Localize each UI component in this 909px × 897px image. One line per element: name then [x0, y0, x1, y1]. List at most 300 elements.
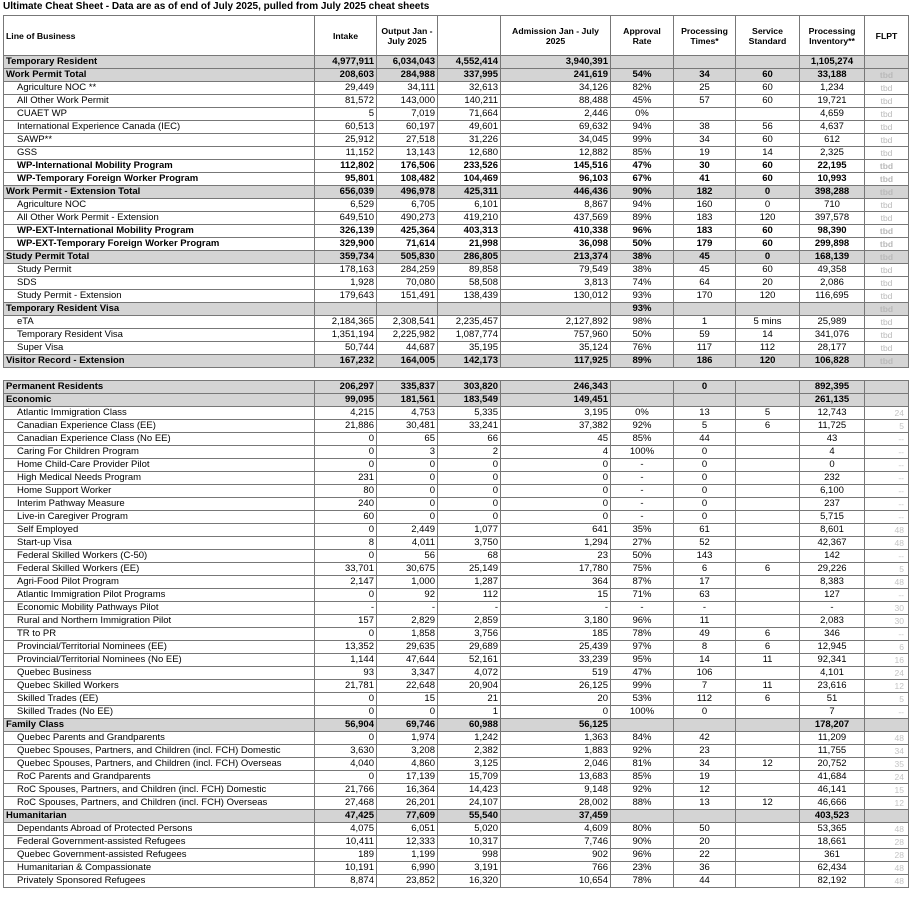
cell-service-standard: 11	[736, 654, 800, 667]
cell-line-of-business: Temporary Resident	[4, 56, 315, 69]
cell-service-standard	[736, 849, 800, 862]
cell-admission: 36,098	[501, 238, 611, 251]
cell-service-standard: 5 mins	[736, 316, 800, 329]
cell-flpt: --	[865, 628, 909, 641]
cell-admission: 0	[501, 498, 611, 511]
cell-approval-rate: 95%	[611, 654, 674, 667]
cell-approval-rate: 76%	[611, 342, 674, 355]
cell-processing-times	[674, 108, 736, 121]
cell-flpt: 15	[865, 784, 909, 797]
cell-intake: 25,912	[315, 134, 377, 147]
cell-flpt: tbd	[865, 108, 909, 121]
cell-output-a: 56	[377, 550, 438, 563]
cell-intake: 1,928	[315, 277, 377, 290]
cell-service-standard	[736, 511, 800, 524]
cell-admission: 4	[501, 446, 611, 459]
cell-flpt: 48	[865, 732, 909, 745]
cell-output-b: 1,242	[438, 732, 501, 745]
cell-approval-rate: 78%	[611, 628, 674, 641]
cell-line-of-business: Economic	[4, 394, 315, 407]
cell-processing-times: 34	[674, 758, 736, 771]
cell-admission: 1,363	[501, 732, 611, 745]
cell-admission: 4,609	[501, 823, 611, 836]
cell-approval-rate: -	[611, 485, 674, 498]
cell-flpt: tbd	[865, 238, 909, 251]
cell-intake: 206,297	[315, 381, 377, 394]
table-row	[4, 758, 909, 771]
header-row	[4, 16, 909, 56]
cell-service-standard: 120	[736, 290, 800, 303]
cell-output-b: 1,077	[438, 524, 501, 537]
cell-approval-rate: 94%	[611, 121, 674, 134]
cell-line-of-business: Study Permit - Extension	[4, 290, 315, 303]
cell-flpt: tbd	[865, 329, 909, 342]
header-intake: Intake	[315, 16, 377, 56]
cell-output-b: 3,756	[438, 628, 501, 641]
cell-processing-times: 25	[674, 82, 736, 95]
cell-processing-times: 19	[674, 147, 736, 160]
cell-processing-times: 5	[674, 420, 736, 433]
cell-intake: 56,904	[315, 719, 377, 732]
cell-output-b: 2,382	[438, 745, 501, 758]
cell-service-standard: 6	[736, 641, 800, 654]
cell-flpt: 35	[865, 758, 909, 771]
cell-processing-inventory: 12,743	[800, 407, 865, 420]
cell-approval-rate: -	[611, 459, 674, 472]
cell-intake: 50,744	[315, 342, 377, 355]
cell-approval-rate: 50%	[611, 238, 674, 251]
table-row	[4, 485, 909, 498]
cell-processing-times: 186	[674, 355, 736, 368]
cell-admission: 26,125	[501, 680, 611, 693]
cell-line-of-business: RoC Spouses, Partners, and Children (incl. FCH) Domestic	[4, 784, 315, 797]
table-row	[4, 849, 909, 862]
cell-approval-rate: 88%	[611, 797, 674, 810]
cell-line-of-business: Self Employed	[4, 524, 315, 537]
cell-processing-times: 0	[674, 511, 736, 524]
cell-approval-rate	[611, 56, 674, 69]
table-row	[4, 615, 909, 628]
cell-approval-rate: 54%	[611, 69, 674, 82]
cell-output-b: 138,439	[438, 290, 501, 303]
cell-intake: 4,040	[315, 758, 377, 771]
cell-output-a: 7,019	[377, 108, 438, 121]
cell-processing-inventory: 42,367	[800, 537, 865, 550]
cell-output-a: 4,011	[377, 537, 438, 550]
cell-processing-times: 64	[674, 277, 736, 290]
cell-admission: 3,813	[501, 277, 611, 290]
cell-processing-times: 22	[674, 849, 736, 862]
table-row	[4, 784, 909, 797]
cell-flpt: 28	[865, 849, 909, 862]
cell-service-standard	[736, 472, 800, 485]
cell-admission: 3,195	[501, 407, 611, 420]
table-row	[4, 823, 909, 836]
cell-intake: 0	[315, 446, 377, 459]
cell-processing-times: 170	[674, 290, 736, 303]
cell-processing-times: 143	[674, 550, 736, 563]
cell-processing-times: 34	[674, 134, 736, 147]
table-row	[4, 537, 909, 550]
cell-processing-times: 34	[674, 69, 736, 82]
cell-processing-inventory: 29,226	[800, 563, 865, 576]
cell-intake: 27,468	[315, 797, 377, 810]
table-row	[4, 407, 909, 420]
cell-output-b: 12,680	[438, 147, 501, 160]
cell-approval-rate: 100%	[611, 446, 674, 459]
cell-output-a: 30,675	[377, 563, 438, 576]
header-output-2	[438, 16, 501, 56]
table-row	[4, 836, 909, 849]
cell-processing-inventory: 4,659	[800, 108, 865, 121]
cell-processing-inventory: 25,989	[800, 316, 865, 329]
cell-processing-inventory: 53,365	[800, 823, 865, 836]
cell-admission: 410,338	[501, 225, 611, 238]
cell-output-a: 69,746	[377, 719, 438, 732]
cell-processing-times: 0	[674, 472, 736, 485]
cell-approval-rate: 96%	[611, 615, 674, 628]
cell-processing-inventory: 2,083	[800, 615, 865, 628]
cell-service-standard	[736, 771, 800, 784]
table-body	[4, 56, 909, 888]
section-row	[4, 394, 909, 407]
cell-admission: 34,045	[501, 134, 611, 147]
cell-approval-rate: 90%	[611, 836, 674, 849]
cell-admission: 88,488	[501, 95, 611, 108]
table-row	[4, 264, 909, 277]
cell-service-standard	[736, 875, 800, 888]
cell-output-a: 108,482	[377, 173, 438, 186]
cheat-sheet-table-container	[3, 15, 904, 897]
cell-service-standard: 0	[736, 199, 800, 212]
cell-approval-rate: 0%	[611, 407, 674, 420]
cell-output-a: 17,139	[377, 771, 438, 784]
cell-output-a: 143,000	[377, 95, 438, 108]
cell-output-a: 23,852	[377, 875, 438, 888]
cell-output-a: 0	[377, 498, 438, 511]
cell-processing-times: 20	[674, 836, 736, 849]
cell-intake: 649,510	[315, 212, 377, 225]
cell-line-of-business: Provincial/Territorial Nominees (No EE)	[4, 654, 315, 667]
cell-approval-rate: 50%	[611, 329, 674, 342]
cell-admission: 1,883	[501, 745, 611, 758]
cell-service-standard	[736, 836, 800, 849]
cell-admission: 0	[501, 472, 611, 485]
cell-processing-times: 6	[674, 563, 736, 576]
cell-intake: 178,163	[315, 264, 377, 277]
cell-intake: 208,603	[315, 69, 377, 82]
table-row	[4, 277, 909, 290]
cell-line-of-business: Canadian Experience Class (EE)	[4, 420, 315, 433]
cell-intake: 0	[315, 693, 377, 706]
cell-flpt: tbd	[865, 316, 909, 329]
cell-processing-inventory: 7	[800, 706, 865, 719]
cell-flpt: --	[865, 589, 909, 602]
cell-line-of-business: Family Class	[4, 719, 315, 732]
cell-line-of-business: Federal Government-assisted Refugees	[4, 836, 315, 849]
cell-output-b: 425,311	[438, 186, 501, 199]
cell-processing-times: 41	[674, 173, 736, 186]
cell-intake: 0	[315, 524, 377, 537]
cell-output-b: 20,904	[438, 680, 501, 693]
cell-admission: 241,619	[501, 69, 611, 82]
cell-service-standard: 60	[736, 82, 800, 95]
cell-output-b: 71,664	[438, 108, 501, 121]
cell-intake: 81,572	[315, 95, 377, 108]
cell-service-standard	[736, 498, 800, 511]
cell-admission: 2,127,892	[501, 316, 611, 329]
cell-admission: 56,125	[501, 719, 611, 732]
cell-processing-times: 19	[674, 771, 736, 784]
cell-processing-inventory: 19,721	[800, 95, 865, 108]
cell-intake: 21,886	[315, 420, 377, 433]
cell-output-b: 1	[438, 706, 501, 719]
cell-processing-inventory: 299,898	[800, 238, 865, 251]
cell-admission: 10,654	[501, 875, 611, 888]
cell-processing-inventory: 361	[800, 849, 865, 862]
table-row	[4, 108, 909, 121]
cell-approval-rate	[611, 719, 674, 732]
cell-processing-times: 183	[674, 212, 736, 225]
cell-service-standard	[736, 537, 800, 550]
cell-intake: 99,095	[315, 394, 377, 407]
table-row	[4, 225, 909, 238]
cell-line-of-business: Quebec Spouses, Partners, and Children (incl. FCH) Overseas	[4, 758, 315, 771]
cell-flpt: tbd	[865, 212, 909, 225]
cell-flpt: tbd	[865, 95, 909, 108]
cell-line-of-business: Super Visa	[4, 342, 315, 355]
cell-admission: 2,446	[501, 108, 611, 121]
cell-admission: 437,569	[501, 212, 611, 225]
cell-output-b: 60,988	[438, 719, 501, 732]
cell-approval-rate: 97%	[611, 641, 674, 654]
cell-flpt: tbd	[865, 251, 909, 264]
cell-processing-times: 52	[674, 537, 736, 550]
page-title: Ultimate Cheat Sheet - Data are as of end of July 2025, pulled from July 2025 cheat sheets	[3, 1, 430, 12]
table-row	[4, 121, 909, 134]
cell-line-of-business: Skilled Trades (EE)	[4, 693, 315, 706]
cell-admission: 37,459	[501, 810, 611, 823]
cell-output-b: 5,020	[438, 823, 501, 836]
cell-processing-inventory: 33,188	[800, 69, 865, 82]
cell-line-of-business: WP-Temporary Foreign Worker Program	[4, 173, 315, 186]
cell-approval-rate: 74%	[611, 277, 674, 290]
cell-service-standard: 11	[736, 680, 800, 693]
cell-processing-inventory: 168,139	[800, 251, 865, 264]
cell-flpt: tbd	[865, 134, 909, 147]
cell-processing-times: 61	[674, 524, 736, 537]
table-row	[4, 524, 909, 537]
cell-output-b: 140,211	[438, 95, 501, 108]
cell-intake: 8	[315, 537, 377, 550]
cell-line-of-business: TR to PR	[4, 628, 315, 641]
cell-service-standard: 12	[736, 797, 800, 810]
cell-intake: 157	[315, 615, 377, 628]
cell-line-of-business: WP-International Mobility Program	[4, 160, 315, 173]
cell-flpt: tbd	[865, 121, 909, 134]
cell-output-b: 35,195	[438, 342, 501, 355]
cell-approval-rate: 92%	[611, 745, 674, 758]
table-row	[4, 173, 909, 186]
cell-output-a: 4,753	[377, 407, 438, 420]
table-row	[4, 134, 909, 147]
cell-admission: 446,436	[501, 186, 611, 199]
cell-admission: 12,882	[501, 147, 611, 160]
cell-output-a: 60,197	[377, 121, 438, 134]
cell-output-a: 164,005	[377, 355, 438, 368]
cell-approval-rate: 80%	[611, 823, 674, 836]
cell-processing-inventory: 12,945	[800, 641, 865, 654]
cell-admission: 20	[501, 693, 611, 706]
cell-intake: 95,801	[315, 173, 377, 186]
cell-output-a: 176,506	[377, 160, 438, 173]
cell-intake: 33,701	[315, 563, 377, 576]
cell-processing-times: 50	[674, 823, 736, 836]
cell-service-standard: 5	[736, 407, 800, 420]
cell-processing-inventory: 346	[800, 628, 865, 641]
cell-service-standard	[736, 602, 800, 615]
cell-processing-inventory: 5,715	[800, 511, 865, 524]
cell-service-standard: 56	[736, 121, 800, 134]
cell-processing-inventory: 397,578	[800, 212, 865, 225]
header-service-standard: Service Standard	[736, 16, 800, 56]
cell-approval-rate: 94%	[611, 199, 674, 212]
cell-output-a: -	[377, 602, 438, 615]
cell-line-of-business: SDS	[4, 277, 315, 290]
table-row	[4, 576, 909, 589]
cell-output-b: 24,107	[438, 797, 501, 810]
cell-line-of-business: SAWP**	[4, 134, 315, 147]
cell-service-standard: 0	[736, 251, 800, 264]
cell-processing-times	[674, 303, 736, 316]
cell-processing-inventory: 178,207	[800, 719, 865, 732]
cell-processing-inventory: 232	[800, 472, 865, 485]
cell-admission: 641	[501, 524, 611, 537]
cell-processing-times: 44	[674, 875, 736, 888]
cell-output-a: 3,208	[377, 745, 438, 758]
cell-line-of-business: High Medical Needs Program	[4, 472, 315, 485]
cell-admission: 2,046	[501, 758, 611, 771]
cell-approval-rate: 85%	[611, 771, 674, 784]
cell-approval-rate: 81%	[611, 758, 674, 771]
cell-output-b: 3,125	[438, 758, 501, 771]
cell-approval-rate: 38%	[611, 264, 674, 277]
section-row	[4, 186, 909, 199]
cell-service-standard	[736, 550, 800, 563]
cell-approval-rate: 99%	[611, 680, 674, 693]
cell-processing-times: 160	[674, 199, 736, 212]
cell-approval-rate: 47%	[611, 667, 674, 680]
cell-intake: 13,352	[315, 641, 377, 654]
cell-service-standard	[736, 615, 800, 628]
cell-output-a: 1,974	[377, 732, 438, 745]
cell-admission: 0	[501, 706, 611, 719]
cell-admission: 17,780	[501, 563, 611, 576]
cell-processing-inventory: 28,177	[800, 342, 865, 355]
cell-approval-rate: 47%	[611, 160, 674, 173]
cell-service-standard	[736, 381, 800, 394]
cell-output-b: 66	[438, 433, 501, 446]
cell-flpt: tbd	[865, 277, 909, 290]
table-row	[4, 628, 909, 641]
cell-intake: 0	[315, 732, 377, 745]
cell-service-standard: 14	[736, 147, 800, 160]
cell-flpt: 28	[865, 836, 909, 849]
cheat-sheet-table	[3, 15, 909, 888]
cell-approval-rate: 87%	[611, 576, 674, 589]
cell-service-standard: 60	[736, 95, 800, 108]
cell-output-a: 34,111	[377, 82, 438, 95]
cell-output-a: 490,273	[377, 212, 438, 225]
cell-output-b: 29,689	[438, 641, 501, 654]
cell-intake: 329,900	[315, 238, 377, 251]
cell-output-b: 1,287	[438, 576, 501, 589]
cell-line-of-business: WP-EXT-Temporary Foreign Worker Program	[4, 238, 315, 251]
cell-approval-rate: 35%	[611, 524, 674, 537]
cell-output-b: 31,226	[438, 134, 501, 147]
cell-service-standard	[736, 485, 800, 498]
cell-admission: 37,382	[501, 420, 611, 433]
cell-intake: 93	[315, 667, 377, 680]
cell-processing-times: 0	[674, 485, 736, 498]
cell-output-b: 303,820	[438, 381, 501, 394]
cell-approval-rate: 89%	[611, 355, 674, 368]
cell-processing-inventory: 20,752	[800, 758, 865, 771]
cell-approval-rate: -	[611, 602, 674, 615]
cell-admission: 96,103	[501, 173, 611, 186]
cell-flpt: 30	[865, 602, 909, 615]
section-row	[4, 303, 909, 316]
cell-admission: 246,343	[501, 381, 611, 394]
cell-approval-rate: 27%	[611, 537, 674, 550]
cell-processing-times: 44	[674, 433, 736, 446]
cell-processing-inventory: 612	[800, 134, 865, 147]
cell-intake: 1,144	[315, 654, 377, 667]
cell-output-b: 1,087,774	[438, 329, 501, 342]
section-row	[4, 69, 909, 82]
cell-admission: 35,124	[501, 342, 611, 355]
cell-intake: 240	[315, 498, 377, 511]
cell-processing-times: 23	[674, 745, 736, 758]
cell-output-b: 16,320	[438, 875, 501, 888]
cell-flpt: tbd	[865, 225, 909, 238]
cell-approval-rate: 23%	[611, 862, 674, 875]
cell-service-standard: 12	[736, 758, 800, 771]
cell-processing-inventory: 2,325	[800, 147, 865, 160]
cell-approval-rate: 100%	[611, 706, 674, 719]
cell-processing-inventory: 0	[800, 459, 865, 472]
cell-intake: 21,766	[315, 784, 377, 797]
cell-service-standard	[736, 524, 800, 537]
cell-service-standard: 20	[736, 277, 800, 290]
cell-output-a: 2,829	[377, 615, 438, 628]
table-row	[4, 420, 909, 433]
cell-output-b: 0	[438, 485, 501, 498]
cell-service-standard: 6	[736, 563, 800, 576]
cell-output-b: 233,526	[438, 160, 501, 173]
cell-processing-inventory: 4,637	[800, 121, 865, 134]
cell-flpt: tbd	[865, 173, 909, 186]
cell-service-standard: 6	[736, 693, 800, 706]
cell-output-b: 2,859	[438, 615, 501, 628]
cell-output-a: 22,648	[377, 680, 438, 693]
cell-output-a: 335,837	[377, 381, 438, 394]
cell-processing-times: 8	[674, 641, 736, 654]
cell-service-standard: 60	[736, 173, 800, 186]
cell-output-a: 1,199	[377, 849, 438, 862]
cell-line-of-business: Quebec Skilled Workers	[4, 680, 315, 693]
cell-processing-times: 30	[674, 160, 736, 173]
